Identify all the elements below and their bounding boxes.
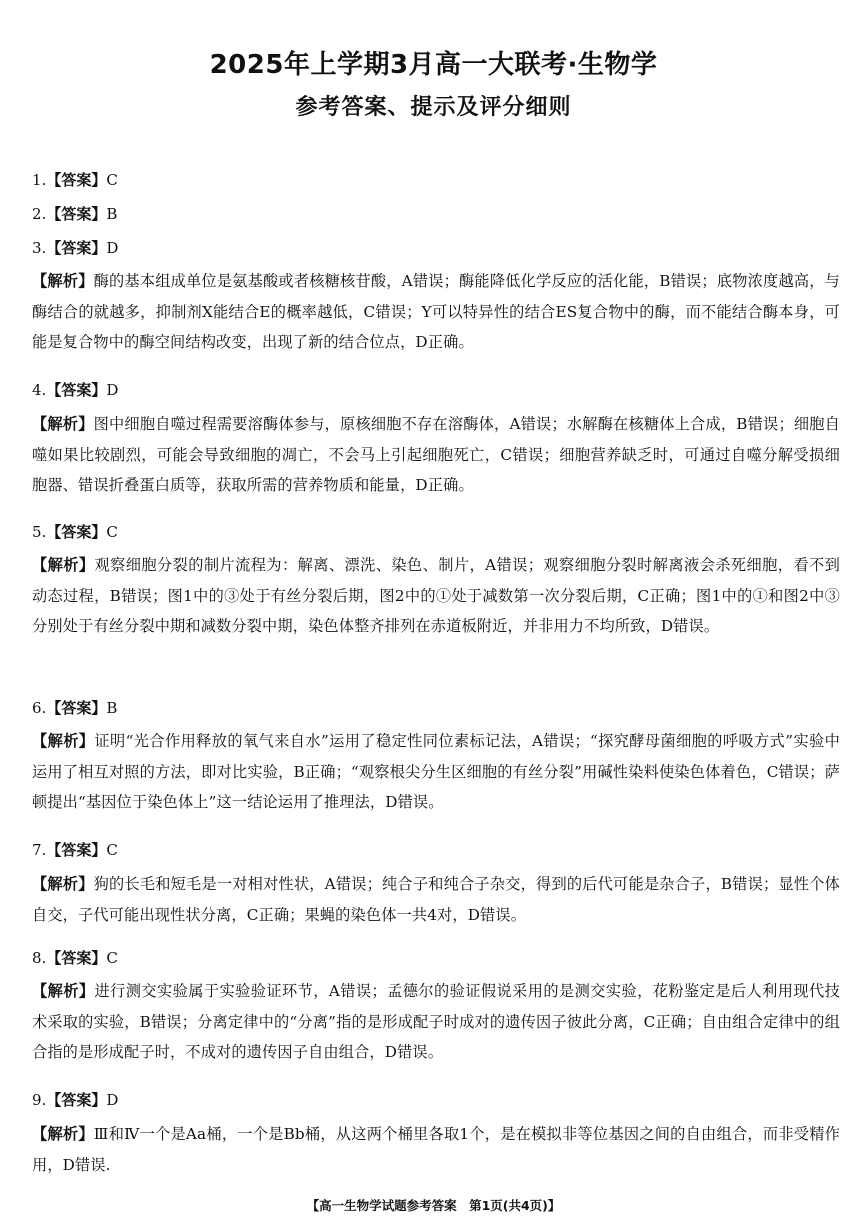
answer-tag: 【答案】 [46,381,107,399]
explain-tag: 【解析】 [32,1125,94,1143]
explanation [32,409,840,501]
explanation-text: 观察细胞分裂的制片流程为：解离、漂洗、染色、制片，A错误；观察细胞分裂时解离液会杀死细胞，看不到动态过程，B错误；图1中的③处于有丝分裂后期，图2中的①处于减数第一次分裂后期，C正确；图1中的①和图2中③分别处于有丝分裂中期和减数分裂中期，染色体整齐排列在赤道板附近，并非用力不均所致，D错误。 [32,556,840,635]
answer-line [32,238,118,258]
question-number: 5. [32,523,47,541]
answer-tag: 【答案】 [46,205,107,223]
explanation [32,726,840,818]
question-number: 2. [32,205,47,223]
answer-line [32,522,118,542]
answer-line [32,1090,118,1110]
explanation [32,976,840,1068]
answer-line [32,948,118,968]
answer-value: C [106,523,118,541]
question-number: 6. [32,699,47,717]
explanation-text: 进行测交实验属于实验验证环节，A错误；孟德尔的验证假说采用的是测交实验，花粉鉴定是后人利用现代技术采取的实验，B错误；分离定律中的“分离”指的是形成配子时成对的遗传因子彼此分离，C正确；自由组合定律中的组合指的是形成配子时，不成对的遗传因子自由组合，D错误。 [32,982,840,1061]
question-number: 9. [32,1091,47,1109]
page-footer: 【高一生物学试题参考答案 第1页(共4页)】 [306,1198,561,1213]
explanation-text: Ⅲ和Ⅳ一个是Aa桶，一个是Bb桶，从这两个桶里各取1个，是在模拟非等位基因之间的自由组合，而非受精作用，D错误. [32,1125,840,1174]
page-title: 2025年上学期3月高一大联考·生物学 [209,50,658,80]
answer-value: C [106,171,118,189]
answer-value: D [106,239,119,257]
explanation [32,266,840,358]
answer-tag: 【答案】 [46,949,107,967]
answer-line [32,380,118,400]
question-number: 8. [32,949,47,967]
answer-value: D [106,1091,119,1109]
answer-tag: 【答案】 [46,1091,107,1109]
answer-value: C [106,841,118,859]
answer-tag: 【答案】 [46,699,107,717]
explanation [32,1119,840,1180]
question-number: 7. [32,841,47,859]
explanation-text: 酶的基本组成单位是氨基酸或者核糖核苷酸，A错误；酶能降低化学反应的活化能，B错误；底物浓度越高，与酶结合的就越多，抑制剂X能结合E的概率越低，C错误；Y可以特异性的结合ES复合物中的酶，而不能结合酶本身，可能是复合物中的酶空间结构改变，出现了新的结合位点，D正确。 [32,272,840,351]
explain-tag: 【解析】 [32,875,94,893]
answer-tag: 【答案】 [46,523,107,541]
explain-tag: 【解析】 [32,272,94,290]
answer-tag: 【答案】 [46,171,107,189]
answer-tag: 【答案】 [46,239,107,257]
explain-tag: 【解析】 [32,732,95,750]
question-number: 4. [32,381,47,399]
page-subtitle: 参考答案、提示及评分细则 [295,95,572,120]
answer-line [32,170,118,190]
answer-value: C [106,949,118,967]
explanation [32,550,840,642]
explanation-text: 狗的长毛和短毛是一对相对性状，A错误；纯合子和纯合子杂交，得到的后代可能是杂合子，B错误；显性个体自交，子代可能出现性状分离，C正确；果蝇的染色体一共4对，D错误。 [32,875,840,924]
answer-value: B [106,699,118,717]
explanation-text: 图中细胞自噬过程需要溶酶体参与，原核细胞不存在溶酶体，A错误；水解酶在核糖体上合成，B错误；细胞自噬如果比较剧烈，可能会导致细胞的凋亡，不会马上引起细胞死亡，C错误；细胞营养缺乏时，可通过自噬分解受损细胞器、错误折叠蛋白质等，获取所需的营养物质和能量，D正确。 [32,415,840,494]
explain-tag: 【解析】 [32,556,95,574]
explain-tag: 【解析】 [32,415,94,433]
explain-tag: 【解析】 [32,982,95,1000]
answer-line [32,840,118,860]
answer-line [32,698,117,718]
answer-tag: 【答案】 [46,841,107,859]
explanation [32,869,840,930]
answer-value: D [106,381,119,399]
answer-line [32,204,117,224]
answer-value: B [106,205,118,223]
question-number: 1. [32,171,47,189]
question-number: 3. [32,239,47,257]
explanation-text: 证明“光合作用释放的氧气来自水”运用了稳定性同位素标记法，A错误；“探究酵母菌细胞的呼吸方式”实验中运用了相互对照的方法，即对比实验，B正确；“观察根尖分生区细胞的有丝分裂”用碱性染料使染色体着色，C错误；萨顿提出“基因位于染色体上”这一结论运用了推理法，D错误。 [32,732,840,811]
